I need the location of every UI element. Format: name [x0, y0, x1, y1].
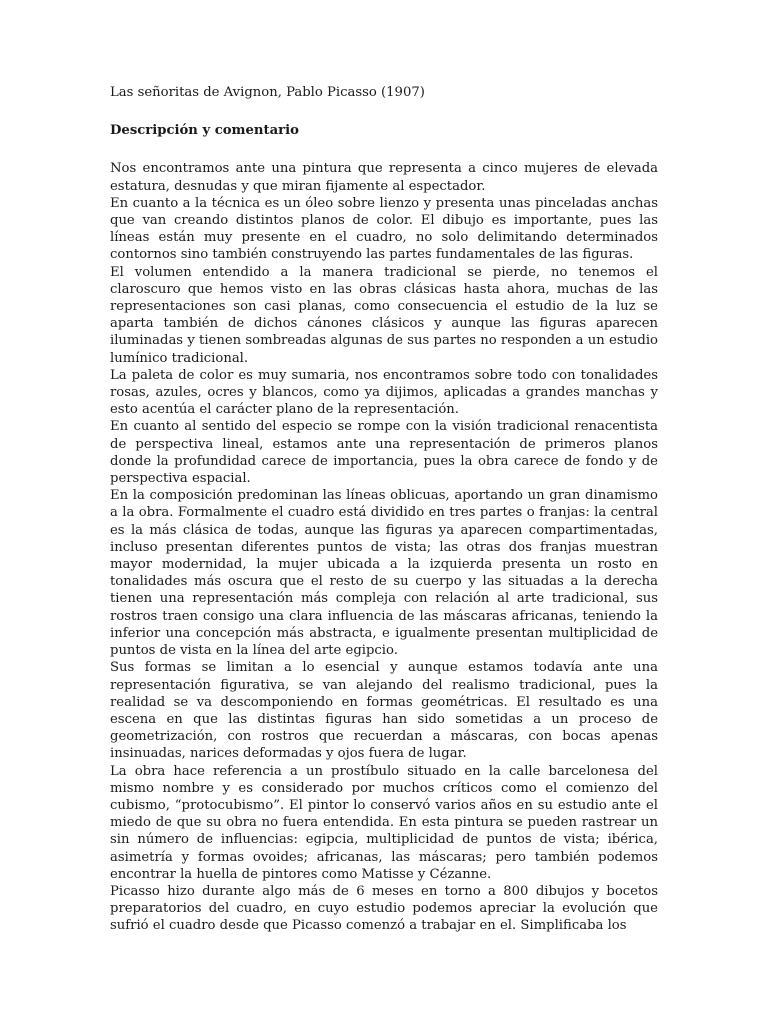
- paragraph-3: El volumen entendido a la manera tradicional se pierde, no tenemos el claroscuro que hemos visto en las obras clásicas hasta ahora, muchas de las representaciones son casi planas, como consecuencia el estudio de la luz se aparta también de dichos cánones clásicos y aunque las figuras aparecen iluminadas y tienen sombreadas algunas de sus partes no responden a un estudio lumínico tradicional.: [110, 264, 658, 366]
- paragraph-8: La obra hace referencia a un prostíbulo situado en la calle barcelonesa del mismo nombre y es considerado por muchos críticos como el comienzo del cubismo, “protocubismo”. El pintor lo conservó varios años en su estudio ante el miedo de que su obra no fuera entendida. En esta pintura se pueden rastrear un sin número de influencias: egipcia, multiplicidad de puntos de vista; ibérica, asimetría y formas ovoides; africanas, las máscaras; pero también podemos encontrar la huella de pintores como Matisse y Cézanne.: [110, 763, 658, 882]
- paragraph-1: Nos encontramos ante una pintura que representa a cinco mujeres de elevada estatura, desnudas y que miran fijamente al espectador.: [110, 161, 658, 194]
- paragraph-9: Picasso hizo durante algo más de 6 meses en torno a 800 dibujos y bocetos preparatorios del cuadro, en cuyo estudio podemos apreciar la evolución que sufrió el cuadro desde que Picasso comenzó a trabajar en el. Simplificaba los: [110, 883, 658, 934]
- paragraph-6: En la composición predominan las líneas oblicuas, aportando un gran dinamismo a la obra. Formalmente el cuadro está dividido en tres partes o franjas: la central es la más clásica de todas, aunque las figuras ya aparecen compartimentadas, incluso presentan diferentes puntos de vista; las otras dos franjas muestran mayor modernidad, la mujer ubicada a la izquierda presenta un rosto en tonalidades más oscura que el resto de su cuerpo y las situadas a la derecha tienen una representación más compleja con relación al arte tradicional, sus rostros traen consigo una clara influencia de las máscaras africanas, teniendo la inferior una concepción más abstracta, e igualmente presentan multiplicidad de puntos de vista en la línea del arte egipcio.: [110, 488, 658, 659]
- paragraph-5: En cuanto al sentido del especio se rompe con la visión tradicional renacentista de perspectiva lineal, estamos ante una representación de primeros planos donde la profundidad carece de importancia, pues la obra carece de fondo y de perspectiva espacial.: [110, 419, 658, 487]
- document-page: [110, 84, 658, 935]
- paragraph-4: La paleta de color es muy sumaria, nos encontramos sobre todo con tonalidades rosas, azules, ocres y blancos, como ya dijimos, aplicadas a grandes manchas y esto acentúa el carácter plano de la representación.: [110, 367, 658, 418]
- section-heading: Descripción y comentario: [110, 123, 299, 139]
- document-title: Las señoritas de Avignon, Pablo Picasso (1907): [110, 85, 425, 100]
- paragraph-7: Sus formas se limitan a lo esencial y aunque estamos todavía ante una representación figurativa, se van alejando del realismo tradicional, pues la realidad se va descomponiendo en formas geométricas. El resultado es una escena en que las distintas figuras han sido sometidas a un proceso de geometrización, con rostros que recuerdan a máscaras, con bocas apenas insinuadas, narices deformadas y ojos fuera de lugar.: [110, 660, 658, 762]
- paragraph-2: En cuanto a la técnica es un óleo sobre lienzo y presenta unas pinceladas anchas que van creando distintos planos de color. El dibujo es importante, pues las líneas están muy presente en el cuadro, no solo delimitando determinados contornos sino también construyendo las partes fundamentales de las figuras.: [110, 195, 658, 263]
